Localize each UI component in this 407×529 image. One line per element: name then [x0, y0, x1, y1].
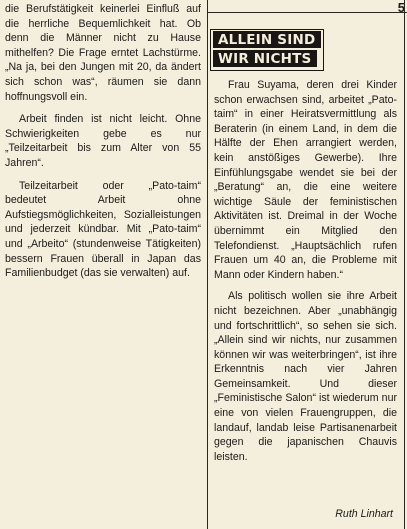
right-page-edge-rule	[404, 0, 405, 529]
left-paragraph-2: Arbeit finden ist nicht leicht. Ohne Schwierigkeiten gebe es nur „Teilzeitarbeit bis zum Alter von 55 Jahren“.	[5, 113, 201, 169]
top-rule	[207, 12, 407, 13]
headline	[213, 31, 321, 69]
right-column	[214, 78, 397, 471]
column-divider	[207, 0, 208, 529]
right-paragraph-2: Als politisch wollen sie ihre Arbeit nicht bezeichnen. Aber „unabhängig und fortschrittlich“, so sehen sie sich. „Allein sind wir nichts, nur zusammen können wir was weiterbringen“, ist ihre Erkenntnis nach vier Jahren Gemeinsamkeit. Und dieser „Feministische Salon“ ist wiederum nur eine von vielen Frauengruppen, die landauf, landab leise Partisanenarbeit gegen die japanischen Chauvis leisten.	[214, 290, 397, 463]
left-column	[5, 2, 201, 289]
left-paragraph-1: die Berufstätigkeit keinerlei Einfluß auf die herrliche Bequemlichkeit hat. Ob denn die Männer nicht zu Hause mithelfen? Die Frage erntet Lachstürme. „Na ja, bei den Jungen mit 20, da ändert sich schon was“, räumen sie dann hoffnungsvoll ein.	[5, 3, 201, 103]
right-paragraph-1: Frau Suyama, deren drei Kinder schon erwachsen sind, arbeitet „Pato-taim“ in einer Heiratsvermittlung als Beraterin (in einem Land, in dem die Hälfte der Ehen arrangiert werden, kein anstößiges Gewerbe). Ihre Einfühlungsgabe wendet sie bei der „Beratung“ an, die eine weitere wichtige Säule der feministischen Aktivitäten ist. Dreimal in der Woche übernimmt ein Mitglied den Telefondienst. „Hauptsächlich rufen Frauen um 40 an, die Probleme mit Mann oder Kindern haben.“	[214, 79, 397, 281]
author-signature: Ruth Linhart	[335, 508, 393, 520]
left-paragraph-3: Teilzeitarbeit oder „Pato-taim“ bedeutet Arbeit ohne Aufstiegsmöglichkeiten, Sozialleistungen und jederzeit kündbar. Mit „Pato-taim“ und „Arbeito“ (stundenweise Tätigkeiten) bessern Frauen überall in Japan das Familienbudget (das sie verwalten) auf.	[5, 179, 201, 280]
page-number: 5	[397, 0, 405, 15]
headline-line-1: ALLEIN SIND	[213, 31, 321, 48]
headline-line-2: WIR NICHTS	[213, 50, 317, 67]
